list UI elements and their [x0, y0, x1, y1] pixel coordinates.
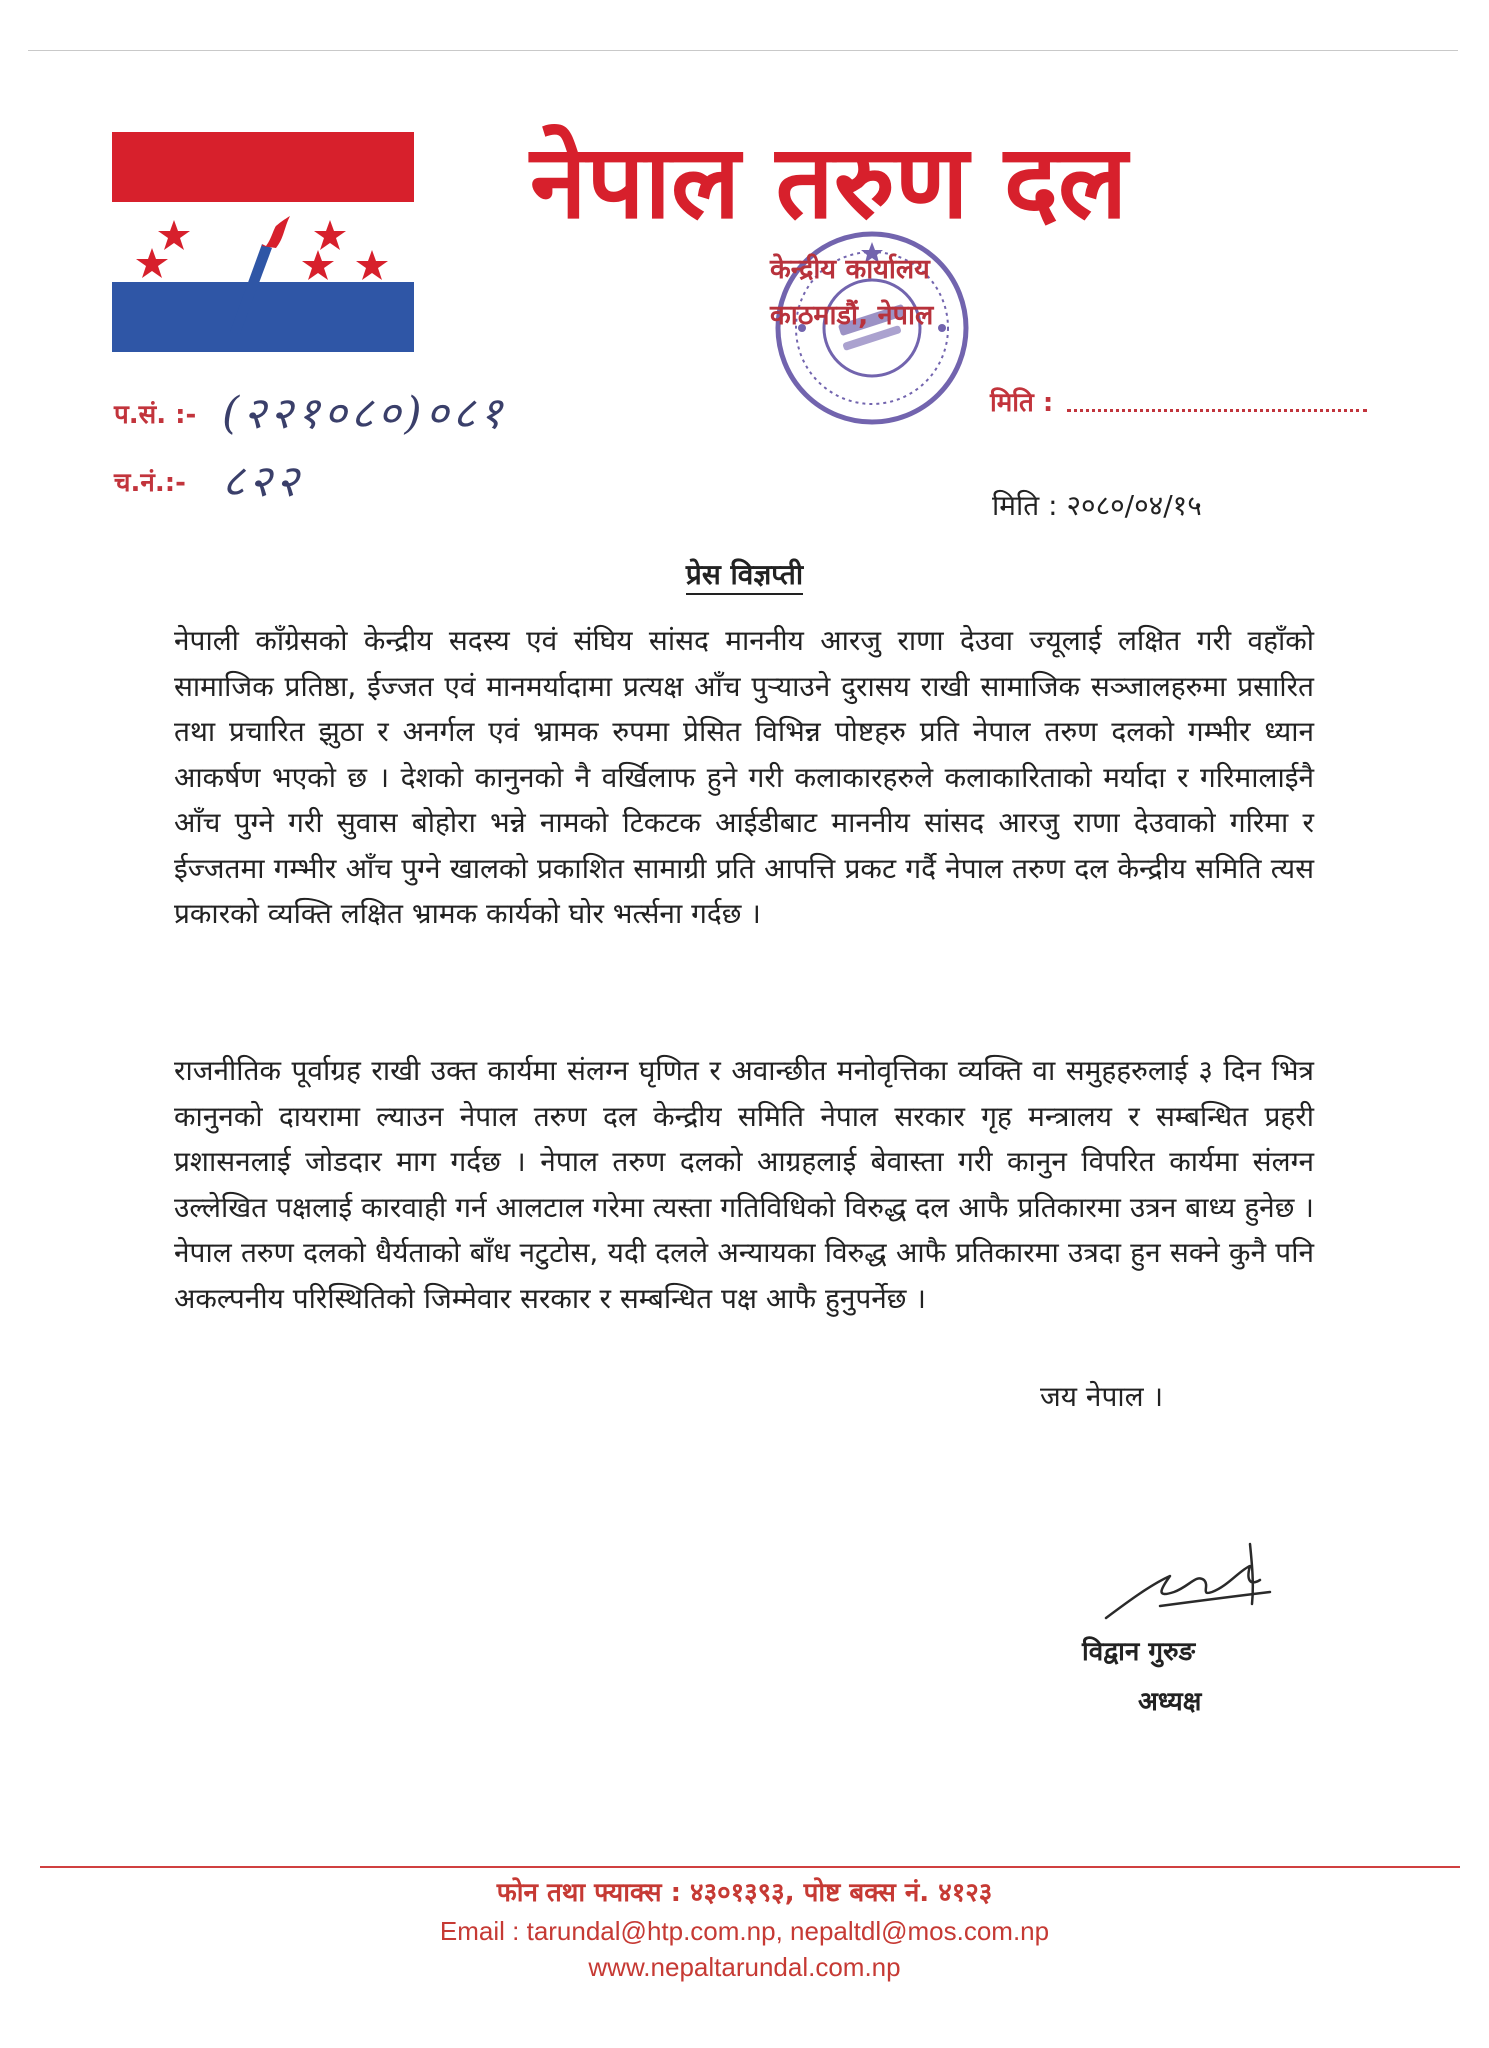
body-paragraph-1: नेपाली काँग्रेसको केन्द्रीय सदस्य एवं संघिय सांसद माननीय आरजु राणा देउवा ज्यूलाई लक्षित गरी वहाँको सामाजिक प्रतिष्ठा, ईज्जत एवं मानमर्यादामा प्रत्यक्ष आँच पुऱ्याउने दुरासय राखी सामाजिक सञ्जालहरुमा प्रसारित तथा प्रचारित झुठा र अनर्गल एवं भ्रामक रुपमा प्रेसित विभिन्न पोष्टहरु प्रति नेपाल तरुण दलको गम्भीर ध्यान आकर्षण भएको छ । देशको कानुनको नै वर्खिलाफ हुने गरी कलाकारहरुले कलाकारिताको मर्यादा र गरिमालाईनै आँच पुग्ने गरी सुवास बोहोरा भन्ने नामको टिकटक आईडीबाट माननीय सांसद आरजु राणा देउवाको गरिमा र ईज्जतमा गम्भीर आँच पुग्ने खालको प्रकाशित सामाग्री प्रति आपत्ति प्रकट गर्दै नेपाल तरुण दल केन्द्रीय समिति त्यस प्रकारको व्यक्ति लक्षित भ्रामक कार्यको घोर भर्त्सना गर्दछ । — [174, 624, 1315, 930]
heading-text: प्रेस विज्ञप्ती — [686, 558, 803, 595]
office-name: केन्द्रीय कार्यालय — [770, 254, 930, 285]
office-location: काठमाडौं, नेपाल — [770, 300, 934, 331]
issue-date: मिति : २०८०/०४/१५ — [992, 489, 1202, 522]
reference-number-label: प.सं. :- — [114, 400, 197, 430]
footer-website-link[interactable]: www.nepaltarundal.com.np — [588, 1952, 901, 1982]
date-dotted-line — [1067, 395, 1367, 412]
flag-torch-icon — [112, 132, 414, 352]
footer-email[interactable]: Email : tarundal@htp.com.np, nepaltdl@mos.com.np — [439, 1916, 1050, 1946]
handwritten-signature — [1100, 1540, 1280, 1630]
signatory-name: विद्वान गुरुङ — [1082, 1637, 1196, 1667]
press-release-heading — [0, 556, 1489, 594]
dispatch-number-label: च.नं.:- — [114, 468, 186, 498]
organization-title: नेपाल तरुण दल — [530, 123, 1128, 242]
signatory-title: अध्यक्ष — [1138, 1687, 1202, 1717]
body-paragraph-2: राजनीतिक पूर्वाग्रह राखी उक्त कार्यमा संलग्न घृणित र अवान्छीत मनोवृत्तिका व्यक्ति वा समुहहरुलाई ३ दिन भित्र कानुनको दायरामा ल्याउन नेपाल तरुण दल केन्द्रीय समिति नेपाल सरकार गृह मन्त्रालय र सम्बन्धित प्रहरी प्रशासनलाई जोडदार माग गर्दछ । नेपाल तरुण दलको आग्रहलाई बेवास्ता गरी कानुन विपरित कार्यमा संलग्न उल्लेखित पक्षलाई कारवाही गर्न आलटाल गरेमा त्यस्ता गतिविधिको विरुद्ध दल आफै प्रतिकारमा उत्रन बाध्य हुनेछ । नेपाल तरुण दलको धैर्यताको बाँध नटुटोस, यदी दलले अन्यायका विरुद्ध आफै प्रतिकारमा उत्रदा हुन सक्ने कुनै पनि अकल्पनीय परिस्थितिको जिम्मेवार सरकार र सम्बन्धित पक्ष आफै हुनुपर्नेछ । — [174, 1054, 1314, 1315]
party-flag-logo — [112, 132, 414, 352]
top-divider — [28, 50, 1458, 51]
letterhead-date-field — [990, 386, 1367, 420]
footer-phone-fax: फोन तथा फ्याक्स : ४३०१३९३, पोष्ट बक्स नं. ४१२३ — [496, 1878, 993, 1908]
footer-divider — [40, 1866, 1460, 1868]
closing-salutation: जय नेपाल । — [1040, 1380, 1164, 1413]
dispatch-number-value: ८२२ — [222, 456, 303, 507]
reference-number-value: (२२१०८०)०८१ — [222, 388, 507, 439]
signature-icon — [1100, 1540, 1280, 1630]
letterhead-date-label: मिति : — [990, 388, 1054, 418]
